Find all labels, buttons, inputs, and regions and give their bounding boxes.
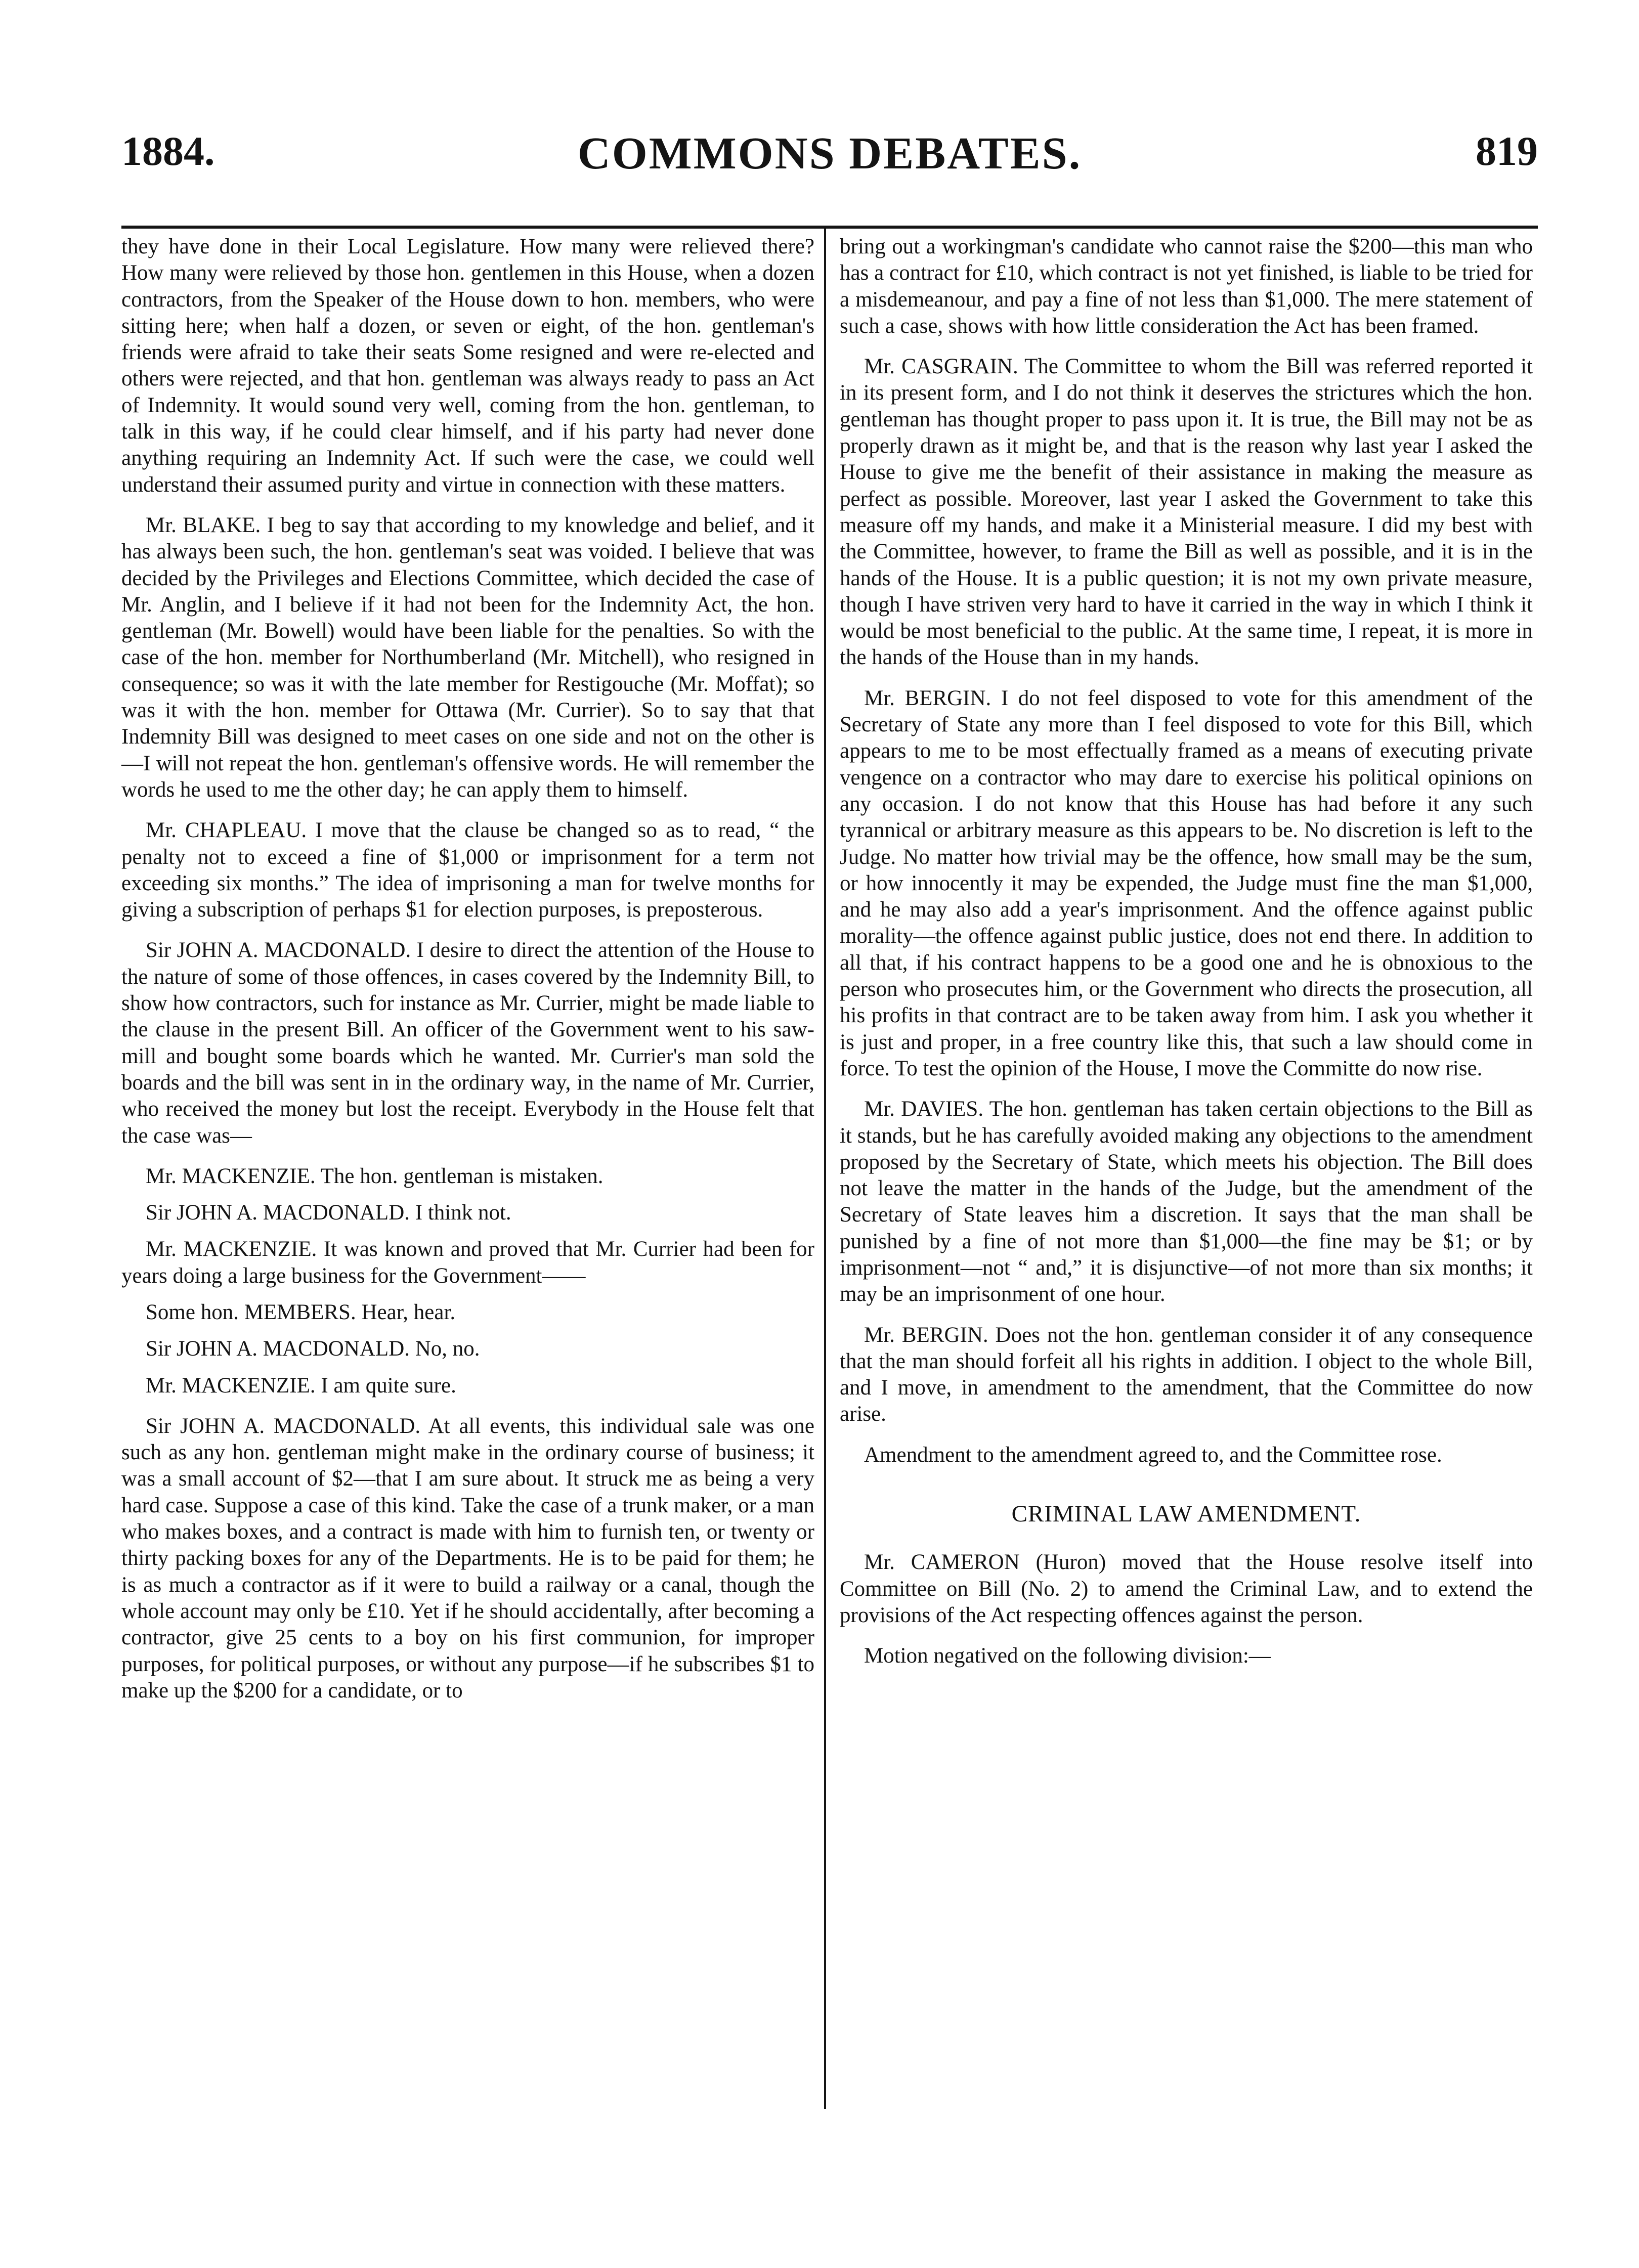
paragraph: Mr. BERGIN. I do not feel disposed to vote for this amendment of the Secretary of State any more than I feel disposed to vote for this Bill, which appears to me to be most effectually framed as a means of executing private vengence on a contractor who may dare to exercise his political opinions on any occasion. I do not know that this House has had before it any such tyrannical or arbitrary measure as this appears to be. No discretion is left to the Judge. No matter how trivial may be the offence, how small may be the sum, or how innocently it may be expended, the Judge must fine the man $1,000, and he may also add a year's imprisonment. And the offence against public morality—the offence against public justice, does not end there. In addition to all that, if his contract happens to be a good one and he is obnoxious to the person who prosecutes him, or the Government who directs the prosecution, all his profits in that contract are to be taken away from him. I ask you whether it is just and proper, in a free country like this, that such a law should come in force. To test the opinion of the House, I move the Committe do now rise. <box>840 686 1533 1080</box>
paragraph: Mr. DAVIES. The hon. gentleman has taken certain objections to the Bill as it stands, but he has carefully avoided making any objections to the amendment proposed by the Secretary of State, which meets his objection. The Bill does not leave the matter in the hands of the Judge, but the amendment of the Secretary of State leaves him a discretion. It says that the man shall be punished by a fine of not more than $1,000—the fine may be $1; or by imprisonment—not “ and,” it is disjunctive—of not more than six months; it may be an imprisonment of one hour. <box>840 1097 1533 1306</box>
paragraph: Sir JOHN A. MACDONALD. I desire to direct the attention of the House to the nature of some of those offences, in cases covered by the Indemnity Bill, to show how contractors, such for instance as Mr. Currier, might be made liable to the clause in the present Bill. An officer of the Government went to his saw-mill and bought some boards which he wanted. Mr. Currier's man sold the boards and the bill was sent in in the ordinary way, in the name of Mr. Currier, who received the money but lost the receipt. Everybody in the House felt that the case was— <box>121 938 814 1148</box>
section-heading: CRIMINAL LAW AMENDMENT. <box>1011 1501 1361 1528</box>
paragraph: Mr. MACKENZIE. The hon. gentleman is mistaken. <box>146 1164 603 1188</box>
header-title: COMMONS DEBATES. <box>577 128 1082 179</box>
header-rule <box>121 226 1538 229</box>
paragraph: Mr. MACKENZIE. It was known and proved that Mr. Currier had been for years doing a large business for the Government—— <box>121 1237 814 1288</box>
paragraph: Mr. BLAKE. I beg to say that according to my knowledge and belief, and it has always been such, the hon. gentleman's seat was voided. I believe that was decided by the Privileges and Elections Committee, which decided the case of Mr. Anglin, and I believe if it had not been for the Indemnity Act, the hon. gentleman (Mr. Bowell) would have been liable for the penalties. So with the case of the hon. member for Northumberland (Mr. Mitchell), who resigned in consequence; so was it with the late member for Restigouche (Mr. Moffat); so was it with the hon. member for Ottawa (Mr. Currier). So to say that that Indemnity Bill was designed to meet cases on one side and not on the other is—I will not repeat the hon. gentleman's offensive words. He will remember the words he used to me the other day; he can apply them to himself. <box>121 513 814 802</box>
header-page-number: 819 <box>1476 128 1538 174</box>
header-year: 1884. <box>121 128 215 174</box>
paragraph: bring out a workingman's candidate who cannot raise the $200—this man who has a contract for £10, which contract is not yet finished, is liable to be tried for a misdemeanour, and pay a fine of not less than $1,000. The mere statement of such a case, shows with how little consideration the Act has been framed. <box>840 235 1533 338</box>
paragraph: Mr. CASGRAIN. The Committee to whom the Bill was referred reported it in its present form, and I do not think it deserves the strictures which the hon. gentleman has thought proper to pass upon it. It is true, the Bill may not be as properly drawn as it might be, and that is the reason why last year I asked the House to give me the benefit of their assistance in making the measure as perfect as possible. Moreover, last year I asked the Government to take this measure off my hands, and make it a Ministerial measure. I did my best with the Committee, however, to frame the Bill as well as possible, and it is in the hands of the House. It is a public question; it is not my own private measure, though I have striven very hard to have it carried in the way in which I think it would be most beneficial to the public. At the same time, I repeat, it is more in the hands of the House than in my hands. <box>840 355 1533 670</box>
paragraph: Motion negatived on the following division:— <box>864 1644 1271 1668</box>
paragraph: Sir JOHN A. MACDONALD. I think not. <box>146 1201 511 1225</box>
paragraph: Sir JOHN A. MACDONALD. At all events, this individual sale was one such as any hon. gentleman might make in the ordinary course of business; it was a small account of $2—that I am sure about. It struck me as being a very hard case. Suppose a case of this kind. Take the case of a trunk maker, or a man who makes boxes, and a contract is made with him to furnish ten, or twenty or thirty packing boxes for any of the Departments. He is to be paid for them; he is as much a contractor as if it were to build a railway or a canal, though the whole account may only be £10. Yet if he should accidentally, after becoming a contractor, give 25 cents to a boy on his first communion, for improper purposes, for political purposes, or without any purpose—if he subscribes $1 to make up the $200 for a candidate, or to <box>121 1414 814 1703</box>
right-column <box>840 234 1533 1684</box>
paragraph: Mr. CAMERON (Huron) moved that the House resolve itself into Committee on Bill (No. 2) to amend the Criminal Law, and to extend the provisions of the Act respecting offences against the person. <box>840 1550 1533 1627</box>
page-header <box>121 127 1538 193</box>
paragraph: Sir JOHN A. MACDONALD. No, no. <box>146 1337 480 1361</box>
paragraph: Mr. CHAPLEAU. I move that the clause be changed so as to read, “ the penalty not to exceed a fine of $1,000 or imprisonment for a term not exceeding six months.” The idea of imprisoning a man for twelve months for giving a subscription of perhaps $1 for election purposes, is preposterous. <box>121 818 814 922</box>
paragraph: they have done in their Local Legislature. How many were relieved there? How many were relieved by those hon. gentlemen in this House, when a dozen contractors, from the Speaker of the House down to hon. members, who were sitting here; when half a dozen, or seven or eight, of the hon. gentleman's friends were afraid to take their seats Some resigned and were re-elected and others were rejected, and that hon. gentleman was always ready to pass an Act of Indemnity. It would sound very well, coming from the hon. gentleman, to talk in this way, if he could clear himself, and if his party had never done anything requiring an Indemnity Act. If such were the case, we could well understand their assumed purity and virtue in connection with these matters. <box>121 235 814 497</box>
paragraph: Some hon. MEMBERS. Hear, hear. <box>146 1300 456 1324</box>
paragraph: Amendment to the amendment agreed to, and the Committee rose. <box>864 1443 1442 1467</box>
left-column <box>121 234 814 1718</box>
paragraph: Mr. BERGIN. Does not the hon. gentleman consider it of any consequence that the man should forfeit all his rights in addition. I object to the whole Bill, and I move, in amendment to the amendment, that the Committee do now arise. <box>840 1323 1533 1426</box>
paragraph: Mr. MACKENZIE. I am quite sure. <box>146 1373 456 1398</box>
column-divider <box>824 229 826 2109</box>
